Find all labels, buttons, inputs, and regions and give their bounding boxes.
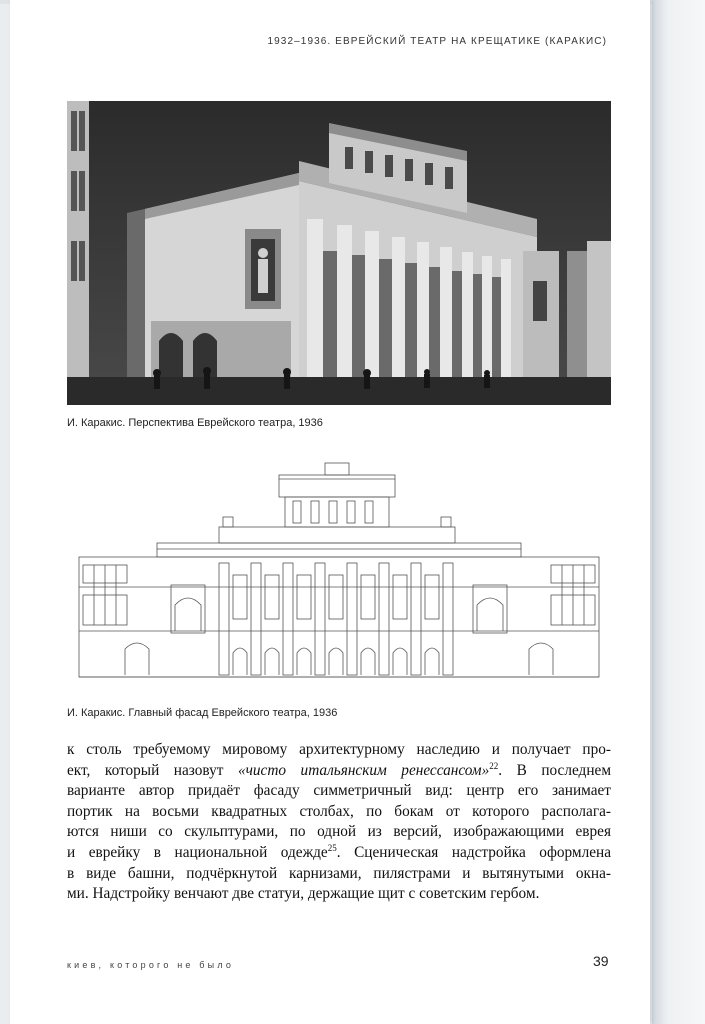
footnote-ref: 25: [327, 842, 337, 853]
text-line: в виде башни, подчёркнутой карнизами, пилястрами и вытянутыми окна-: [67, 864, 611, 882]
text-line: варианте автор придаёт фасаду симметричный вид: центр его занимает: [67, 782, 611, 800]
text-line: ект, который назовут «чисто итальянским ренессансом»$^{22}$. В последнем: [67, 760, 611, 779]
footnote-ref: 22: [489, 760, 499, 771]
figure-caption: И. Каракис. Главный фасад Еврейского театра, 1936: [67, 707, 338, 719]
text-line: ются ниши со скульптурами, по одной из версий, изображающими еврея: [67, 823, 611, 841]
body-paragraph: [67, 740, 611, 905]
book-title-footer: киев, которого не было: [67, 960, 235, 970]
text-line: и еврейку в национальной одежде$^{25}$. Сценическая надстройка оформлена: [67, 842, 612, 861]
text-line: ми. Надстройку венчают две статуи, держащие щит с советским гербом.: [67, 885, 540, 903]
page-edge-shadow: [652, 0, 705, 1024]
facade-drawing: [67, 445, 611, 695]
running-head: 1932–1936. ЕВРЕЙСКИЙ ТЕАТР НА КРЕЩАТИКЕ (КАРАКИС): [267, 36, 607, 47]
text-line: портик на восьми квадратных столбах, по бокам от которого располага-: [67, 802, 611, 820]
quoted-phrase: «чисто итальянским ренессансом»: [237, 761, 490, 779]
page-number: 39: [593, 953, 609, 969]
text-line: к столь требуемому мировому архитектурному наследию и получает про-: [67, 741, 611, 758]
figure-caption: И. Каракис. Перспектива Еврейского театра, 1936: [67, 417, 323, 429]
perspective-photo: [67, 101, 611, 405]
